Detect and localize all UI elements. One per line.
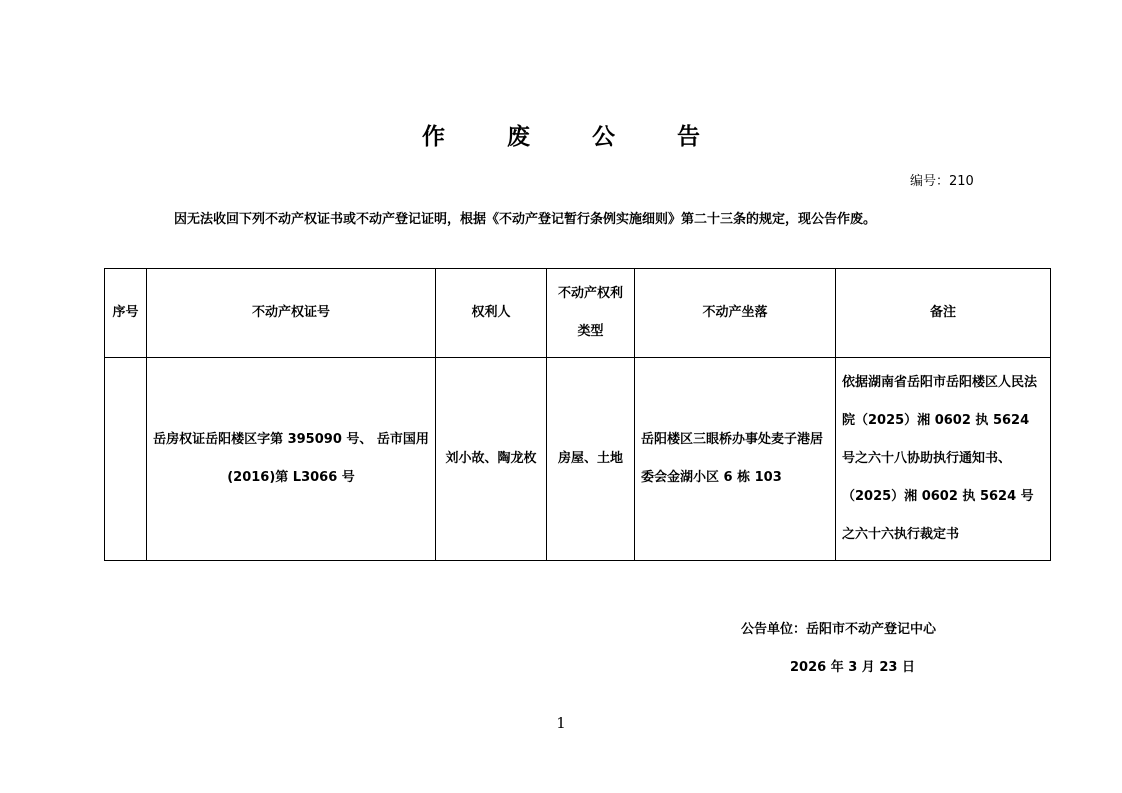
issuer-signature: 公告单位：岳阳市不动产登记中心 [741, 622, 937, 637]
cell-certificate: 岳房权证岳阳楼区字第 395090 号、 岳市国用(2016)第 L3066 号 [147, 358, 436, 561]
table-header-row [105, 269, 1051, 358]
issue-date: 2026 年 3 月 23 日 [790, 660, 915, 675]
document-title: 作 废 公 告 [421, 124, 728, 150]
cell-owner: 刘小故、陶龙枚 [436, 358, 547, 561]
cell-location: 岳阳楼区三眼桥办事处麦子港居委会金湖小区 6 栋 103 [635, 358, 836, 561]
document-number: 编号：210 [910, 174, 974, 189]
header-remark: 备注 [836, 269, 1051, 358]
page-number: 1 [556, 714, 566, 732]
header-right-type: 不动产权利类型 [547, 269, 635, 358]
certificate-table [104, 268, 1051, 561]
cell-seq [105, 358, 147, 561]
header-location: 不动产坐落 [635, 269, 836, 358]
intro-paragraph: 因无法收回下列不动产权证书或不动产登记证明，根据《不动产登记暂行条例实施细则》第二十三条的规定，现公告作废。 [174, 212, 877, 227]
cell-remark: 依据湖南省岳阳市岳阳楼区人民法院（2025）湘 0602 执 5624 号之六十八协助执行通知书、（2025）湘 0602 执 5624 号之六十六执行裁定书 [836, 358, 1051, 561]
cell-right-type: 房屋、土地 [547, 358, 635, 561]
header-certificate: 不动产权证号 [147, 269, 436, 358]
header-owner: 权利人 [436, 269, 547, 358]
table-row [105, 358, 1051, 561]
header-seq: 序号 [105, 269, 147, 358]
